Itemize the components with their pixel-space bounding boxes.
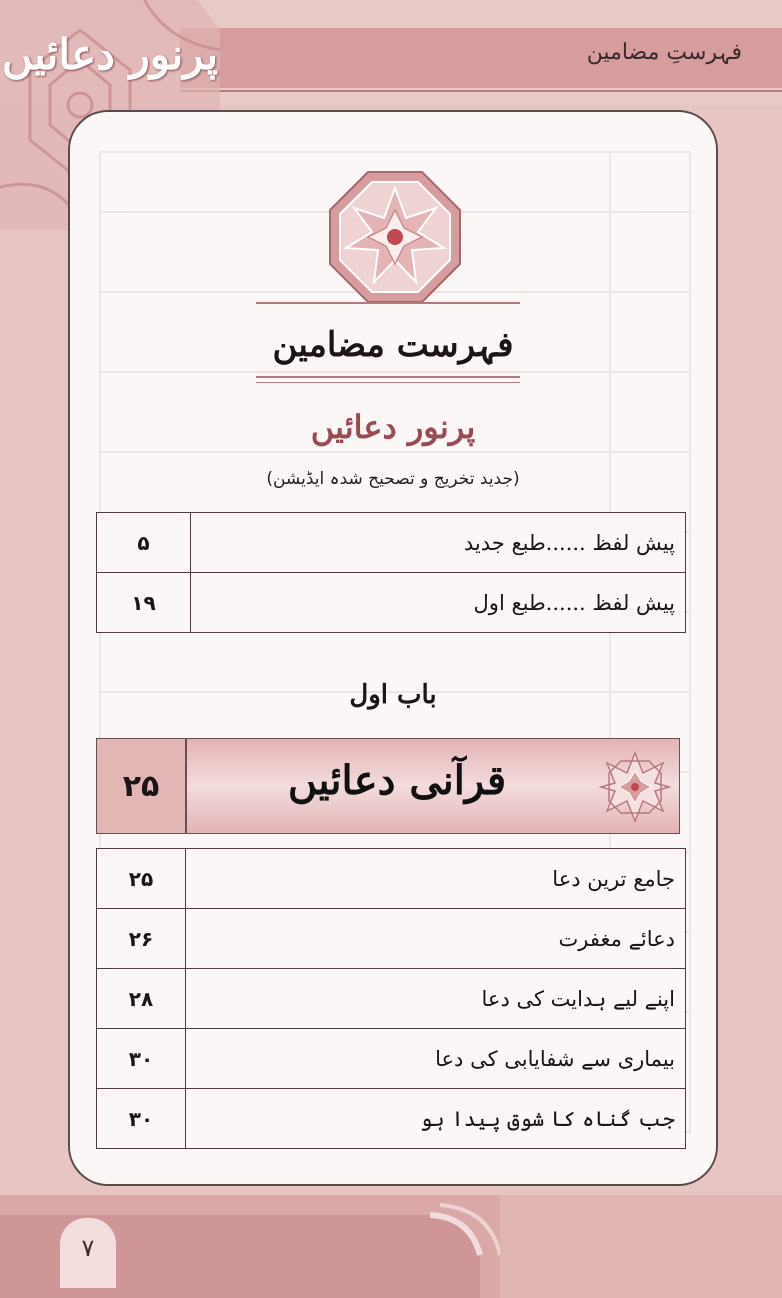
page-ref: ۳۰ — [97, 1089, 186, 1149]
section-title: قرآنی دعائیں — [287, 757, 507, 804]
page-ref: ۳۰ — [97, 1029, 186, 1089]
heading-rule-top — [256, 302, 520, 304]
entry-title: پیش لفظ ......طبع اول — [191, 573, 686, 633]
table-row[interactable] — [97, 909, 686, 969]
entry-title: پیش لفظ ......طبع جدید — [191, 513, 686, 573]
table-row[interactable] — [97, 969, 686, 1029]
page-ref: ۲۶ — [97, 909, 186, 969]
toc-heading: فہرست مضامین — [272, 325, 514, 365]
page-ref: ۲۸ — [97, 969, 186, 1029]
section-title-box — [186, 738, 680, 834]
heading-rule-bottom-2 — [256, 382, 520, 383]
chapter-label: باب اول — [349, 680, 437, 710]
running-title: فہرستِ مضامین — [586, 40, 742, 65]
subtitle: پرنور دعائیں — [310, 408, 476, 446]
bottom-ornament — [0, 1195, 782, 1298]
entry-title: جب گناہ کا شوق پیدا ہو — [186, 1089, 686, 1149]
octagram-emblem-icon — [328, 170, 462, 304]
entry-title: اپنے لیے ہدایت کی دعا — [186, 969, 686, 1029]
page-number: ۷ — [60, 1218, 116, 1288]
section-page-ref: ۲۵ — [96, 738, 186, 834]
header-rule — [180, 90, 782, 92]
page-ref: ۲۵ — [97, 849, 186, 909]
entry-title: بیماری سے شفایابی کی دعا — [186, 1029, 686, 1089]
book-title: پرنور دعائیں — [2, 30, 219, 79]
table-row[interactable] — [97, 513, 686, 573]
table-row[interactable] — [97, 1089, 686, 1149]
toc-card — [68, 110, 718, 1186]
edition-note: (جدید تخریج و تصحیح شدہ ایڈیشن) — [266, 469, 520, 489]
page-ref: ۱۹ — [97, 573, 191, 633]
octagram-emblem-icon — [599, 751, 671, 823]
section-banner[interactable] — [96, 738, 680, 834]
entries-table — [96, 848, 686, 1149]
table-row[interactable] — [97, 573, 686, 633]
page-ref: ۵ — [97, 513, 191, 573]
table-row[interactable] — [97, 1029, 686, 1089]
entry-title: جامع ترین دعا — [186, 849, 686, 909]
preface-table — [96, 512, 686, 633]
entry-title: دعائے مغفرت — [186, 909, 686, 969]
heading-rule-bottom — [256, 376, 520, 378]
table-row[interactable] — [97, 849, 686, 909]
